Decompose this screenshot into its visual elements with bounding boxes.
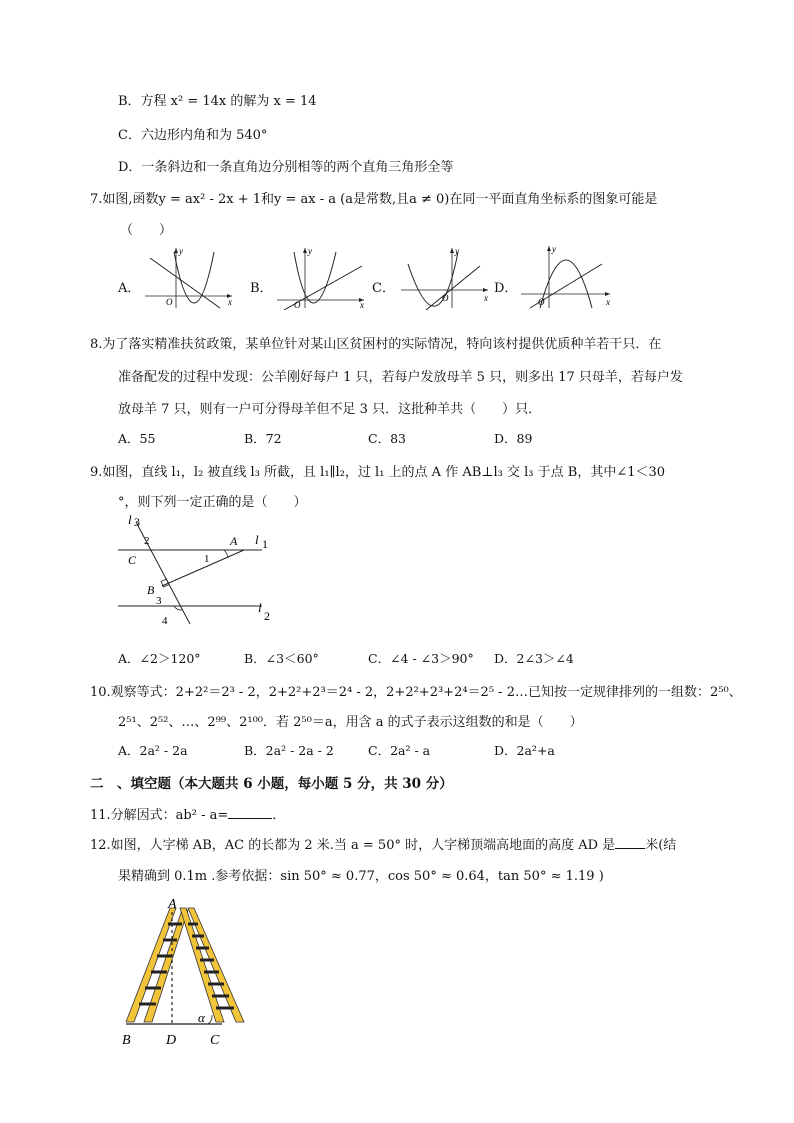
q10-option-a: A．2a² - 2a <box>118 743 188 758</box>
label-b: B <box>147 583 155 597</box>
q12-ladder-figure <box>112 894 262 1052</box>
q8-option-b: B．72 <box>244 431 282 446</box>
q8-option-d: D．89 <box>494 431 533 446</box>
q10-option-c: C．2a² - a <box>368 743 431 758</box>
label-a: A <box>168 897 177 912</box>
q7-option-c-label: C． <box>372 281 395 296</box>
y-label: y <box>308 246 312 256</box>
label-l2: l <box>258 600 262 615</box>
q12-line-1 <box>90 834 676 853</box>
q12-line-2: 果精确到 0.1m .参考依据：sin 50° ≈ 0.77，cos 50° ≈ 0.64，tan 50° ≈ 1.19 ) <box>118 869 604 884</box>
x-label: x <box>228 297 232 307</box>
q11-blank[interactable] <box>228 806 272 819</box>
q8-line-3: 放母羊 7 只，则有一户可分得母羊但不足 3 只．这批种羊共（ ）只． <box>118 402 542 417</box>
label-l3-sub: 3 <box>134 515 140 529</box>
parabola <box>174 252 214 303</box>
y-label: y <box>455 246 459 256</box>
angle-1-label: 1 <box>204 553 210 565</box>
q7-graph-b <box>272 244 372 310</box>
q10-line-1: 10.观察等式：2+2²＝2³ - 2，2+2²+2³＝2⁴ - 2，2+2²+2³+2⁴＝2⁵ - 2…已知按一定规律排列的一组数：2⁵⁰、 <box>90 685 742 700</box>
q6-option-c: C．六边形内角和为 540° <box>118 128 268 143</box>
q8-option-a: A．55 <box>118 431 156 446</box>
q9-option-a: A．∠2＞120° <box>118 651 201 666</box>
angle-3-label: 3 <box>156 595 162 607</box>
q11-text: 11.分解因式：ab² - a= <box>90 808 229 823</box>
parabola <box>540 260 592 308</box>
origin-label: O <box>166 297 173 307</box>
origin-label: O <box>294 300 301 310</box>
label-l2-sub: 2 <box>264 609 270 623</box>
q12-blank[interactable] <box>615 836 645 849</box>
y-label: y <box>179 246 183 256</box>
q7-graph-a <box>140 244 240 310</box>
q7-option-a-label: A． <box>118 281 141 296</box>
x-label: x <box>606 297 610 307</box>
x-label: x <box>484 293 488 303</box>
segment-ab <box>162 550 244 586</box>
q10-option-b: B．2a² - 2a - 2 <box>244 743 334 758</box>
label-l1-sub: 1 <box>262 537 268 551</box>
angle-2-label: 2 <box>144 535 150 547</box>
q7-graph-d <box>516 242 616 310</box>
q9-option-d: D．2∠3＞∠4 <box>494 651 574 666</box>
label-l1: l <box>255 532 259 547</box>
label-d: D <box>166 1033 177 1048</box>
q9-line-2: °，则下列一定正确的是（ ） <box>118 495 307 510</box>
origin-label: O <box>442 293 449 303</box>
q10-line-2: 2⁵¹、2⁵²、…、2⁹⁹、2¹⁰⁰．若 2⁵⁰＝a，用含 a 的式子表示这组数的和是（ ） <box>118 715 583 730</box>
q6-option-d: D．一条斜边和一条直角边分别相等的两个直角三角形全等 <box>118 160 454 175</box>
y-label: y <box>552 244 556 254</box>
angle-4-label: 4 <box>162 615 168 627</box>
q10-option-d: D．2a²+a <box>494 743 555 758</box>
q9-figure <box>112 510 282 630</box>
line <box>150 258 220 308</box>
q9-option-c: C．∠4 - ∠3＞90° <box>368 651 474 666</box>
x-label: x <box>360 300 364 310</box>
q9-option-b: B．∠3＜60° <box>244 651 319 666</box>
q12-line-1a: 12.如图，人字梯 AB，AC 的长都为 2 米.当 a = 50° 时，人字梯顶端高地面的高度 AD 是 <box>90 838 616 853</box>
section-2-heading: 二 、填空题（本大题共 6 小题，每小题 5 分，共 30 分） <box>90 776 453 792</box>
q7-paren: （ ） <box>120 223 173 238</box>
label-l3: l <box>128 512 132 527</box>
q7-option-d-label: D． <box>494 281 518 296</box>
origin-label: O <box>538 297 545 307</box>
q8-option-c: C．83 <box>368 431 406 446</box>
q6-option-b: B．方程 x² = 14x 的解为 x = 14 <box>118 94 317 109</box>
q11-tail: ． <box>272 808 286 823</box>
q11 <box>90 804 285 823</box>
q8-line-1: 8.为了落实精准扶贫政策，某单位针对某山区贫困村的实际情况，特向该村提供优质种羊若干只．在 <box>90 337 662 352</box>
label-c: C <box>128 553 137 567</box>
q7-stem: 7.如图,函数y = ax² - 2x + 1和y = ax - a (a是常数,且a ≠ 0)在同一平面直角坐标系的图象可能是 <box>90 192 658 207</box>
q7-graph-c <box>396 244 496 310</box>
q9-line-1: 9.如图，直线 l₁，l₂ 被直线 l₃ 所截，且 l₁∥l₂，过 l₁ 上的点 A 作 AB⊥l₃ 交 l₃ 于点 B，其中∠1＜30 <box>90 465 666 480</box>
q7-option-b-label: B． <box>250 281 273 296</box>
q12-line-1b: 米(结 <box>645 838 677 853</box>
parabola <box>408 252 458 306</box>
parabola <box>294 252 336 303</box>
label-b: B <box>122 1033 131 1048</box>
label-c: C <box>210 1033 220 1048</box>
label-a: A <box>230 534 238 548</box>
label-alpha: α <box>198 1010 205 1025</box>
q8-line-2: 准备配发的过程中发现：公羊刚好每户 1 只，若每户发放母羊 5 只，则多出 17 只母羊，若每户发 <box>118 370 683 385</box>
